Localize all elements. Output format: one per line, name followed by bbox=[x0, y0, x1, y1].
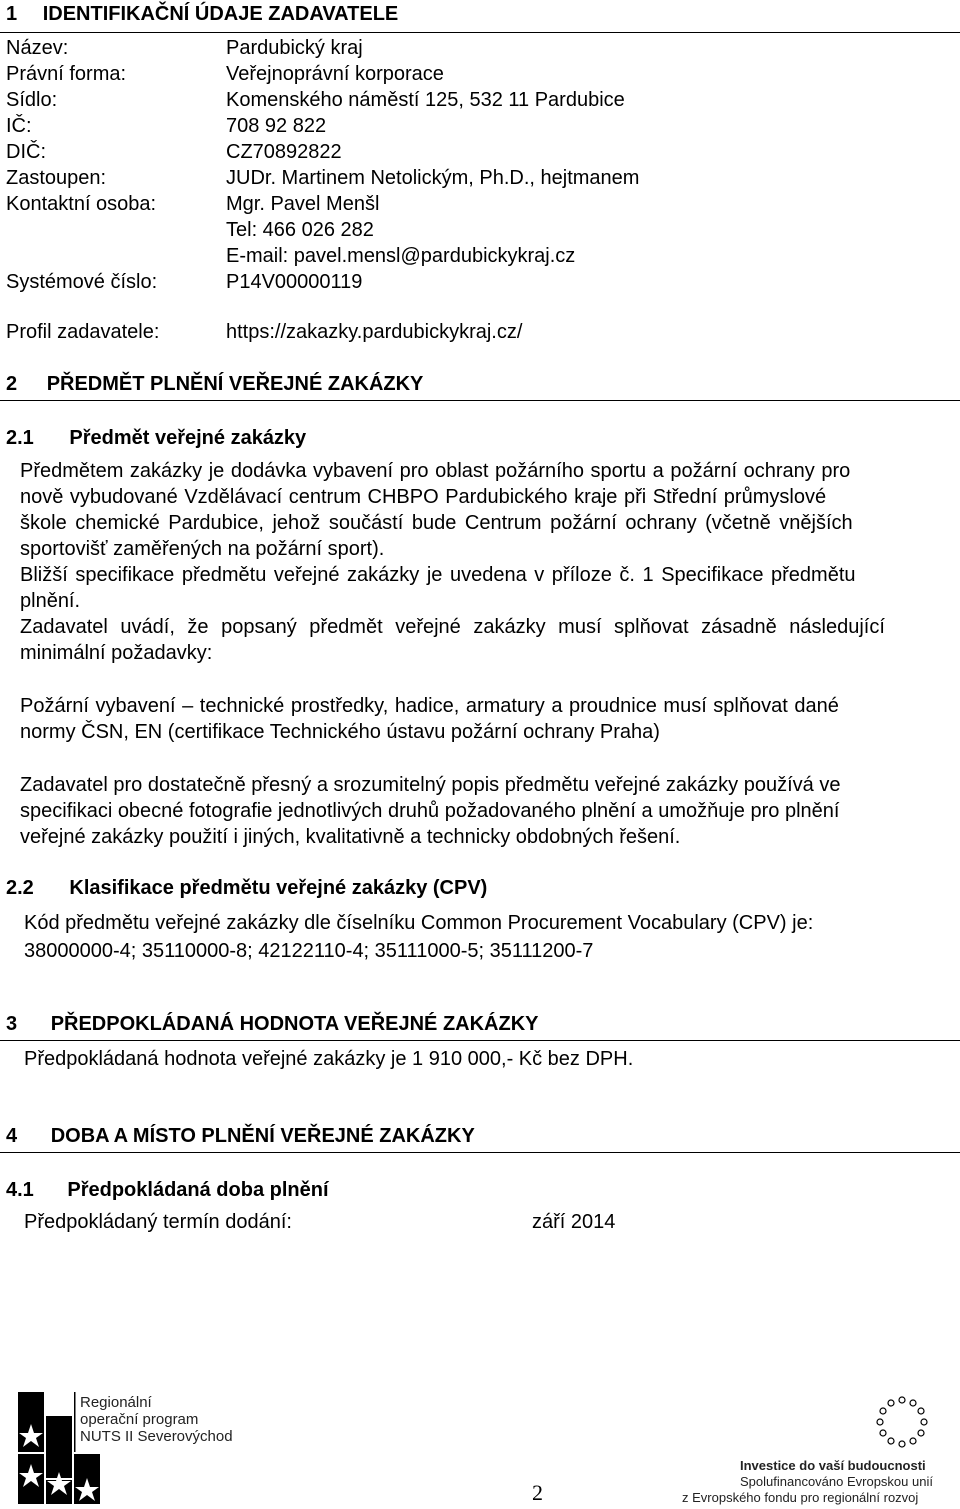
subsection-number: 4.1 bbox=[6, 1179, 34, 1201]
text-line: normy ČSN, EN (certifikace Technického ústavu požární ochrany Praha) bbox=[20, 721, 660, 743]
section-divider bbox=[0, 400, 960, 401]
section-divider bbox=[0, 1152, 960, 1153]
paragraph-specification bbox=[20, 772, 958, 850]
detail-label: Právní forma: bbox=[6, 63, 127, 85]
text-line: Požární vybavení – technické prostředky, hadice, armatury a proudnice musí splňovat dané bbox=[20, 695, 839, 717]
detail-label: Kontaktní osoba: bbox=[6, 193, 157, 215]
text-line: Zadavatel pro dostatečně přesný a srozumitelný popis předmětu veřejné zakázky používá ve bbox=[20, 774, 841, 796]
detail-label: IČ: bbox=[6, 115, 32, 137]
detail-value: 708 92 822 bbox=[226, 115, 327, 137]
cpv-intro: Kód předmětu veřejné zakázky dle číselníku Common Procurement Vocabulary (CPV) je: bbox=[24, 912, 814, 934]
section-title: PŘEDPOKLÁDANÁ HODNOTA VEŘEJNÉ ZAKÁZKY bbox=[50, 1013, 539, 1035]
section-number: 1 bbox=[6, 3, 18, 25]
eu-line: z Evropského fondu pro regionální rozvoj bbox=[682, 1490, 919, 1505]
detail-label: Název: bbox=[6, 37, 69, 59]
section-number: 3 bbox=[6, 1013, 18, 1035]
detail-value: Tel: 466 026 282 bbox=[226, 219, 374, 241]
section-title: IDENTIFIKAČNÍ ÚDAJE ZADAVATELE bbox=[42, 3, 399, 25]
section-1-heading bbox=[6, 3, 398, 26]
detail-label: DIČ: bbox=[6, 141, 46, 163]
subsection-title: Předpokládaná doba plnění bbox=[67, 1179, 329, 1201]
text-line: škole chemické Pardubice, jehož součástí bude Centrum požární ochrany (včetně vnějších bbox=[20, 512, 853, 534]
rop-line: Regionální bbox=[80, 1394, 152, 1411]
delivery-term-value: září 2014 bbox=[532, 1211, 616, 1233]
text-line: plnění. bbox=[20, 590, 81, 612]
subsection-title: Klasifikace předmětu veřejné zakázky (CPV) bbox=[69, 877, 488, 899]
subsection-number: 2.1 bbox=[6, 427, 34, 449]
section-title: DOBA A MÍSTO PLNĚNÍ VEŘEJNÉ ZAKÁZKY bbox=[50, 1125, 475, 1147]
subsection-2-1-heading bbox=[6, 427, 306, 450]
text-line: Bližší specifikace předmětu veřejné zakázky je uvedena v příloze č. 1 Specifikace předmětu bbox=[20, 564, 856, 586]
page-number: 2 bbox=[532, 1480, 543, 1505]
detail-label: Profil zadavatele: bbox=[6, 321, 160, 343]
section-4-heading bbox=[6, 1125, 475, 1148]
text-line: sportovišť zaměřených na požární sport). bbox=[20, 538, 385, 560]
detail-label: Zastoupen: bbox=[6, 167, 107, 189]
detail-value: CZ70892822 bbox=[226, 141, 342, 163]
text-line: Zadavatel uvádí, že popsaný předmět veřejné zakázky musí splňovat zásadně následující bbox=[20, 616, 885, 638]
eu-line: Spolufinancováno Evropskou unií bbox=[740, 1474, 933, 1489]
subsection-4-1-heading bbox=[6, 1179, 329, 1202]
section-divider bbox=[0, 1040, 960, 1041]
subsection-2-2-heading bbox=[6, 877, 487, 900]
eu-flag-icon bbox=[872, 1392, 932, 1457]
cpv-list: 38000000-4; 35110000-8; 42122110-4; 35111000-5; 35111200-7 bbox=[24, 940, 594, 962]
delivery-term-label: Předpokládaný termín dodání: bbox=[24, 1211, 292, 1233]
text-line: veřejné zakázky použití i jiných, kvalitativně a technicky obdobných řešení. bbox=[20, 826, 681, 848]
section-title: PŘEDMĚT PLNĚNÍ VEŘEJNÉ ZAKÁZKY bbox=[46, 373, 424, 395]
paragraph-subject bbox=[20, 458, 958, 666]
eu-line: Investice do vaší budoucnosti bbox=[740, 1458, 926, 1473]
detail-value: Veřejnoprávní korporace bbox=[226, 63, 444, 85]
subsection-title: Předmět veřejné zakázky bbox=[69, 427, 307, 449]
section-divider bbox=[0, 32, 960, 33]
estimated-value: Předpokládaná hodnota veřejné zakázky je 1 910 000,- Kč bez DPH. bbox=[24, 1048, 634, 1070]
rop-line: NUTS II Severovýchod bbox=[80, 1428, 233, 1445]
detail-value: P14V00000119 bbox=[226, 271, 363, 293]
detail-label: Systémové číslo: bbox=[6, 271, 158, 293]
text-line: Předmětem zakázky je dodávka vybavení pro oblast požárního sportu a požární ochrany pro bbox=[20, 460, 851, 482]
rop-line: operační program bbox=[80, 1411, 199, 1428]
detail-value: Mgr. Pavel Menšl bbox=[226, 193, 380, 215]
text-line: nově vybudované Vzdělávací centrum CHBPO Pardubického kraje při Střední průmyslové bbox=[20, 486, 827, 508]
detail-value: JUDr. Martinem Netolickým, Ph.D., hejtmanem bbox=[226, 167, 640, 189]
detail-value[interactable]: https://zakazky.pardubickykraj.cz/ bbox=[226, 321, 523, 343]
section-number: 4 bbox=[6, 1125, 18, 1147]
subsection-number: 2.2 bbox=[6, 877, 34, 899]
eu-text bbox=[682, 1458, 933, 1506]
text-line: minimální požadavky: bbox=[20, 642, 213, 664]
text-line: specifikaci obecné fotografie jednotlivých druhů požadovaného plnění a umožňuje pro plnění bbox=[20, 800, 840, 822]
cpv-codes bbox=[24, 909, 813, 965]
detail-value: Pardubický kraj bbox=[226, 37, 363, 59]
section-2-heading bbox=[6, 373, 423, 396]
rop-logo-text bbox=[80, 1394, 233, 1445]
detail-label: Sídlo: bbox=[6, 89, 58, 111]
paragraph-requirements bbox=[20, 693, 958, 745]
detail-value: E-mail: pavel.mensl@pardubickykraj.cz bbox=[226, 245, 576, 267]
section-3-heading bbox=[6, 1013, 539, 1036]
detail-value: Komenského náměstí 125, 532 11 Pardubice bbox=[226, 89, 625, 111]
section-number: 2 bbox=[6, 373, 18, 395]
